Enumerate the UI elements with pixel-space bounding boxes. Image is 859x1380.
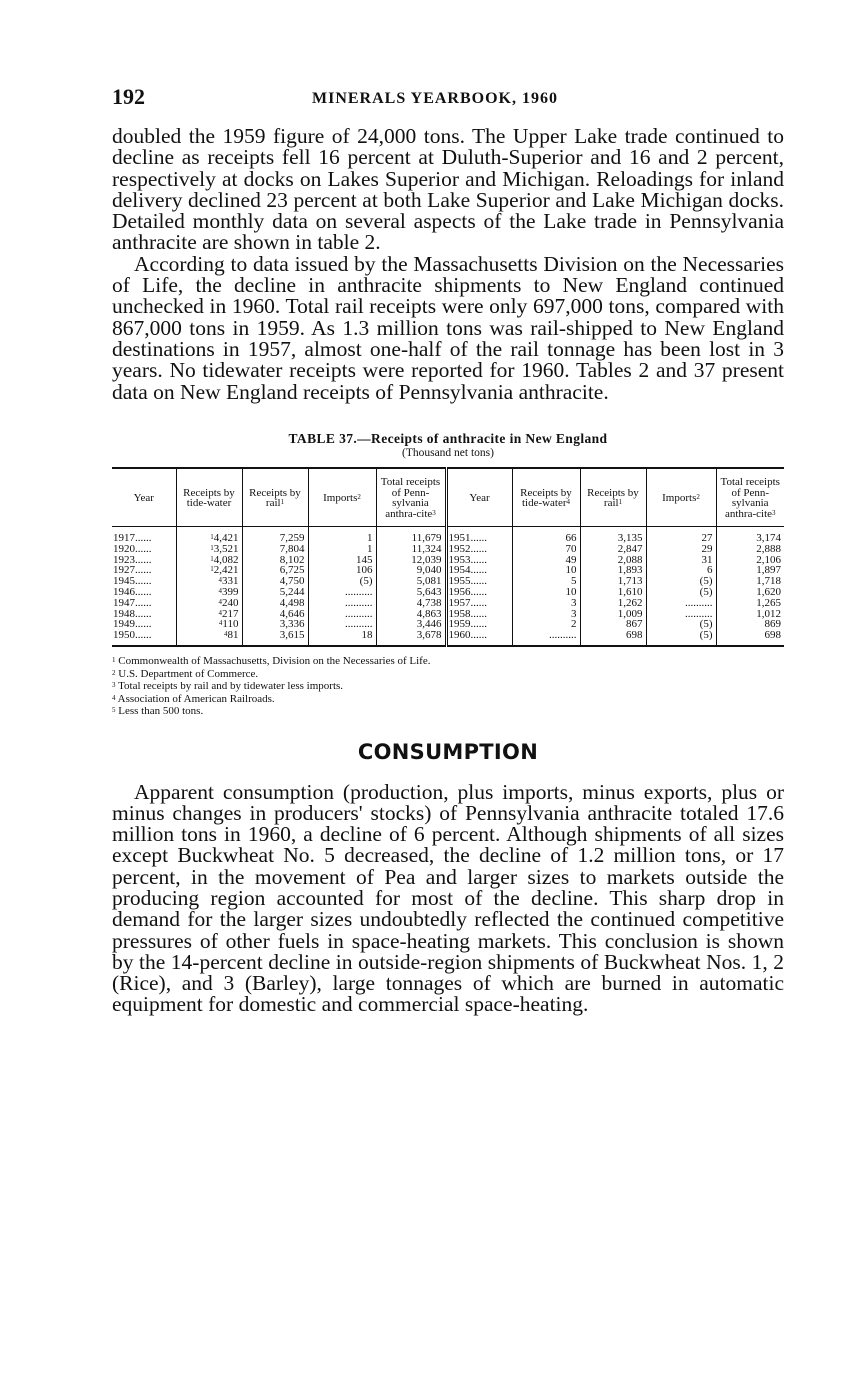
cell-total: 3,174 [716, 527, 784, 544]
cell-total: 3,678 [376, 630, 446, 646]
cell-total: 1,012 [716, 609, 784, 620]
cell-year: 1920...... [113, 542, 152, 555]
cell-total: 1,620 [716, 587, 784, 598]
cell-imports: .......... [308, 619, 376, 630]
cell-imports: (5) [646, 619, 716, 630]
cell-tidewater: 70 [512, 544, 580, 555]
col-header-rail: Receipts by rail$^1$ [242, 468, 308, 527]
cell-imports: (5) [646, 587, 716, 598]
cell-rail: 3,336 [242, 619, 308, 630]
cell-total: 5,643 [376, 587, 446, 598]
table-subtitle: (Thousand net tons) [402, 446, 494, 459]
cell-year: 1945...... [113, 575, 152, 588]
cell-year: 1951...... [446, 527, 512, 544]
cell-tidewater: $^1$2,421 [176, 565, 242, 576]
cell-year: 1956...... [446, 587, 512, 598]
cell-year: 1917...... [113, 532, 152, 545]
cell-imports: 1 [308, 544, 376, 555]
cell-rail: 6,725 [242, 565, 308, 576]
footnote: $^3$ Total receipts by rail and by tidewater less imports. [112, 680, 344, 693]
cell-rail: 4,646 [242, 609, 308, 620]
cell-imports: 18 [308, 630, 376, 646]
cell-year: 1952...... [446, 544, 512, 555]
cell-year: 1948...... [113, 607, 152, 620]
cell-tidewater: .......... [512, 630, 580, 646]
cell-year: 1960...... [446, 630, 512, 646]
cell-imports: .......... [646, 598, 716, 609]
col-header-total-2: Total receipts of Penn-sylvania anthra-cite$^3$ [716, 468, 784, 527]
cell-imports: .......... [308, 609, 376, 620]
cell-year: 1959...... [446, 619, 512, 630]
cell-year: 1946...... [113, 586, 152, 599]
cell-total: 11,679 [376, 527, 446, 544]
cell-tidewater: $^4$110 [176, 619, 242, 630]
cell-imports: 145 [308, 555, 376, 566]
cell-rail: 5,244 [242, 587, 308, 598]
cell-year: 1947...... [113, 596, 152, 609]
table-footnotes [112, 655, 784, 718]
cell-tidewater: 3 [512, 598, 580, 609]
col-header-tidewater: Receipts by tide-water [176, 468, 242, 527]
cell-rail: 698 [580, 630, 646, 646]
cell-tidewater: $^1$3,521 [176, 544, 242, 555]
cell-tidewater: $^4$217 [176, 609, 242, 620]
cell-tidewater: $^4$331 [176, 576, 242, 587]
col-header-imports-2: Imports$^2$ [646, 468, 716, 527]
cell-year: 1958...... [446, 609, 512, 620]
cell-total: 11,324 [376, 544, 446, 555]
cell-rail: 2,088 [580, 555, 646, 566]
cell-total: 5,081 [376, 576, 446, 587]
section-heading-consumption: CONSUMPTION [357, 739, 539, 764]
cell-total: 4,738 [376, 598, 446, 609]
cell-rail: 2,847 [580, 544, 646, 555]
cell-imports: 29 [646, 544, 716, 555]
table-header-row [112, 468, 784, 527]
paragraph-new-england: According to data issued by the Massachusetts Division on the Necessaries of Life, the decline in anthracite shipments to New England continued unchecked in 1960. Total rail receipts were only 697,000 tons, compared with 867,000 tons in 1959. As 1.3 million tons was rail-shipped to New England destinations in 1957, almost one-half of the rail tonnage has been lost in 3 years. No tidewater receipts were reported for 1960. Tables 2 and 37 present data on New England receipts of Pennsylvania anthracite. [112, 251, 784, 404]
cell-tidewater: 10 [512, 565, 580, 576]
col-header-total: Total receipts of Penn-sylvania anthra-cite$^3$ [376, 468, 446, 527]
cell-rail: 1,713 [580, 576, 646, 587]
cell-total: 1,897 [716, 565, 784, 576]
cell-total: 2,106 [716, 555, 784, 566]
page [112, 84, 784, 1016]
cell-rail: 3,135 [580, 527, 646, 544]
cell-imports: .......... [308, 587, 376, 598]
cell-tidewater: 3 [512, 609, 580, 620]
cell-total: 869 [716, 619, 784, 630]
cell-imports: .......... [646, 609, 716, 620]
footnote: $^1$ Commonwealth of Massachusetts, Division on the Necessaries of Life. [112, 655, 431, 668]
footnote: $^2$ U.S. Department of Commerce. [112, 667, 259, 680]
cell-tidewater: $^4$240 [176, 598, 242, 609]
page-header [112, 84, 784, 114]
cell-year: 1950...... [113, 629, 152, 642]
table-body [112, 527, 784, 646]
cell-rail: 3,615 [242, 630, 308, 646]
running-title: MINERALS YEARBOOK, 1960 [312, 90, 558, 107]
paragraph-lake-trade: doubled the 1959 figure of 24,000 tons. The Upper Lake trade continued to decline as receipts fell 16 percent at Duluth-Superior and 16 and 2 percent, respectively at docks on Lakes Superior and Michigan. Reloadings for inland delivery declined 23 percent at both Lake Superior and Lake Michigan docks. Detailed monthly data on several aspects of the Lake trade in Pennsylvania anthracite are shown in table 2. [112, 124, 784, 255]
cell-imports: (5) [646, 576, 716, 587]
cell-rail: 867 [580, 619, 646, 630]
cell-rail: 4,750 [242, 576, 308, 587]
cell-tidewater: 49 [512, 555, 580, 566]
cell-year: 1923...... [113, 553, 152, 566]
cell-total: 9,040 [376, 565, 446, 576]
receipts-table [112, 467, 784, 647]
cell-imports: 31 [646, 555, 716, 566]
cell-rail: 1,610 [580, 587, 646, 598]
col-header-rail-2: Receipts by rail$^1$ [580, 468, 646, 527]
cell-year: 1954...... [446, 565, 512, 576]
cell-year: 1949...... [113, 618, 152, 631]
cell-total: 1,265 [716, 598, 784, 609]
cell-tidewater: $^1$4,421 [176, 527, 242, 544]
cell-imports: .......... [308, 598, 376, 609]
cell-rail: 1,262 [580, 598, 646, 609]
table-row [112, 630, 784, 646]
cell-imports: 1 [308, 527, 376, 544]
cell-year: 1957...... [446, 598, 512, 609]
cell-imports: 6 [646, 565, 716, 576]
cell-total: 12,039 [376, 555, 446, 566]
page-number: 192 [112, 84, 145, 109]
cell-total: 1,718 [716, 576, 784, 587]
cell-year: 1927...... [113, 564, 152, 577]
cell-tidewater: $^1$4,082 [176, 555, 242, 566]
cell-total: 4,863 [376, 609, 446, 620]
cell-total: 2,888 [716, 544, 784, 555]
cell-rail: 8,102 [242, 555, 308, 566]
cell-tidewater: $^4$81 [176, 630, 242, 646]
cell-imports: 27 [646, 527, 716, 544]
col-header-year-2: Year [446, 468, 512, 527]
cell-tidewater: 10 [512, 587, 580, 598]
cell-rail: 4,498 [242, 598, 308, 609]
cell-rail: 1,893 [580, 565, 646, 576]
col-header-tidewater-2: Receipts by tide-water$^4$ [512, 468, 580, 527]
cell-rail: 7,259 [242, 527, 308, 544]
footnote: $^5$ Less than 500 tons. [112, 705, 204, 718]
cell-tidewater: 66 [512, 527, 580, 544]
cell-rail: 7,804 [242, 544, 308, 555]
cell-total: 3,446 [376, 619, 446, 630]
cell-total: 698 [716, 630, 784, 646]
cell-imports: (5) [308, 576, 376, 587]
cell-year: 1953...... [446, 555, 512, 566]
cell-imports: (5) [646, 630, 716, 646]
paragraph-consumption: Apparent consumption (production, plus imports, minus exports, plus or minus changes in producers' stocks) of Pennsylvania anthracite totaled 17.6 million tons in 1960, a decline of 6 percent. Although shipments of all sizes except Buckwheat No. 5 decreased, the decline of 1.2 million tons, or 17 percent, in the movement of Pea and larger sizes to markets outside the producing region accounted for most of the decline. This sharp drop in demand for the larger sizes undoubtedly reflected the continued competitive pressures of other fuels in space-heating markets. This conclusion is shown by the 14-percent decline in outside-region shipments of Buckwheat Nos. 1, 2 (Rice), and 3 (Barley), large tonnages of which are burned in automatic equipment for domestic and commercial space-heating. [112, 779, 784, 1017]
col-header-year: Year [112, 468, 176, 527]
cell-imports: 106 [308, 565, 376, 576]
cell-year: 1955...... [446, 576, 512, 587]
cell-tidewater: $^4$399 [176, 587, 242, 598]
table-title: TABLE 37.—Receipts of anthracite in New England [288, 430, 608, 446]
footnote: $^4$ Association of American Railroads. [112, 692, 275, 705]
cell-tidewater: 2 [512, 619, 580, 630]
col-header-imports: Imports$^2$ [308, 468, 376, 527]
cell-rail: 1,009 [580, 609, 646, 620]
cell-tidewater: 5 [512, 576, 580, 587]
table-row [112, 527, 784, 544]
